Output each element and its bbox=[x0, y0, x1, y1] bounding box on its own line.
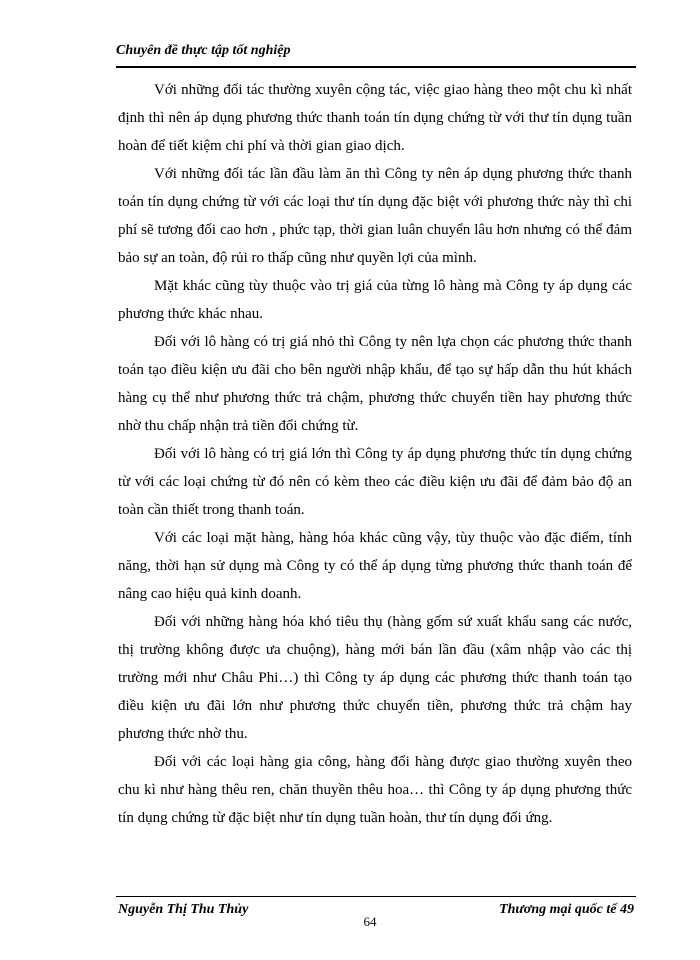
footer-divider bbox=[116, 896, 636, 897]
paragraph-3: Mặt khác cũng tùy thuộc vào trị giá của từng lô hàng mà Công ty áp dụng các phương thức khác nhau. bbox=[118, 278, 632, 322]
paragraph-2: Với những đối tác lần đầu làm ăn thì Công ty nên áp dụng phương thức thanh toán tín dụng chứng từ với các loại thư tín dụng đặc biệt với phương thức này thì chi phí sẽ tương đối cao hơn , phức tạp, thời gian luân chuyển lâu hơn nhưng có thể đảm bảo sự an toàn, độ rủi ro thấp cũng như quyền lợi của mình. bbox=[118, 166, 632, 266]
paragraph-6: Với các loại mặt hàng, hàng hóa khác cũng vậy, tùy thuộc vào đặc điểm, tính năng, thời hạn sử dụng mà Công ty có thể áp dụng từng phương thức thanh toán để nâng cao hiệu quả kinh doanh. bbox=[118, 530, 632, 602]
paragraph-8: Đối với các loại hàng gia công, hàng đổi hàng được giao thường xuyên theo chu kì như hàng thêu ren, chăn thuyền thêu hoa… thì Công ty áp dụng phương thức tín dụng chứng từ đặc biệt như tín dụng tuần hoàn, thư tín dụng đối ứng. bbox=[118, 754, 632, 826]
paragraph-5: Đối với lô hàng có trị giá lớn thì Công ty áp dụng phương thức tín dụng chứng từ với các loại chứng từ đó nên có kèm theo các điều kiện ưu đãi để đảm bảo độ an toàn cần thiết trong thanh toán. bbox=[118, 446, 632, 518]
paragraph-4: Đối với lô hàng có trị giá nhỏ thì Công ty nên lựa chọn các phương thức thanh toán tạo điều kiện ưu đãi cho bên người nhập khẩu, để tạo sự hấp dẫn thu hút khách hàng cụ thể như phương thức trả chậm, phương thức chuyển tiền hay phương thức nhờ thu chấp nhận trả tiền đổi chứng từ. bbox=[118, 334, 632, 434]
page-header bbox=[116, 40, 636, 68]
page-number: 64 bbox=[363, 914, 377, 929]
paragraph-7: Đối với những hàng hóa khó tiêu thụ (hàng gốm sứ xuất khẩu sang các nước, thị trường không được ưa chuộng), hàng mới bán lần đầu (xâm nhập vào các thị trường mới như Châu Phi…) thì Công ty áp dụng các phương thức thanh toán tạo điều kiện ưu đãi lớn như phương thức chuyển tiền, phương thức trả chậm hay phương thức nhờ thu. bbox=[118, 614, 632, 742]
footer-class-name: Thương mại quốc tế 49 bbox=[499, 902, 634, 917]
header-title: Chuyên đề thực tập tốt nghiệp bbox=[116, 43, 291, 58]
body-text bbox=[118, 76, 632, 832]
footer-author: Nguyễn Thị Thu Thủy bbox=[118, 902, 249, 917]
paragraph-1: Với những đối tác thường xuyên cộng tác, việc giao hàng theo một chu kì nhất định thì nên áp dụng phương thức thanh toán tín dụng chứng từ với thư tín dụng tuần hoàn để tiết kiệm chi phí và thời gian giao dịch. bbox=[118, 82, 632, 154]
